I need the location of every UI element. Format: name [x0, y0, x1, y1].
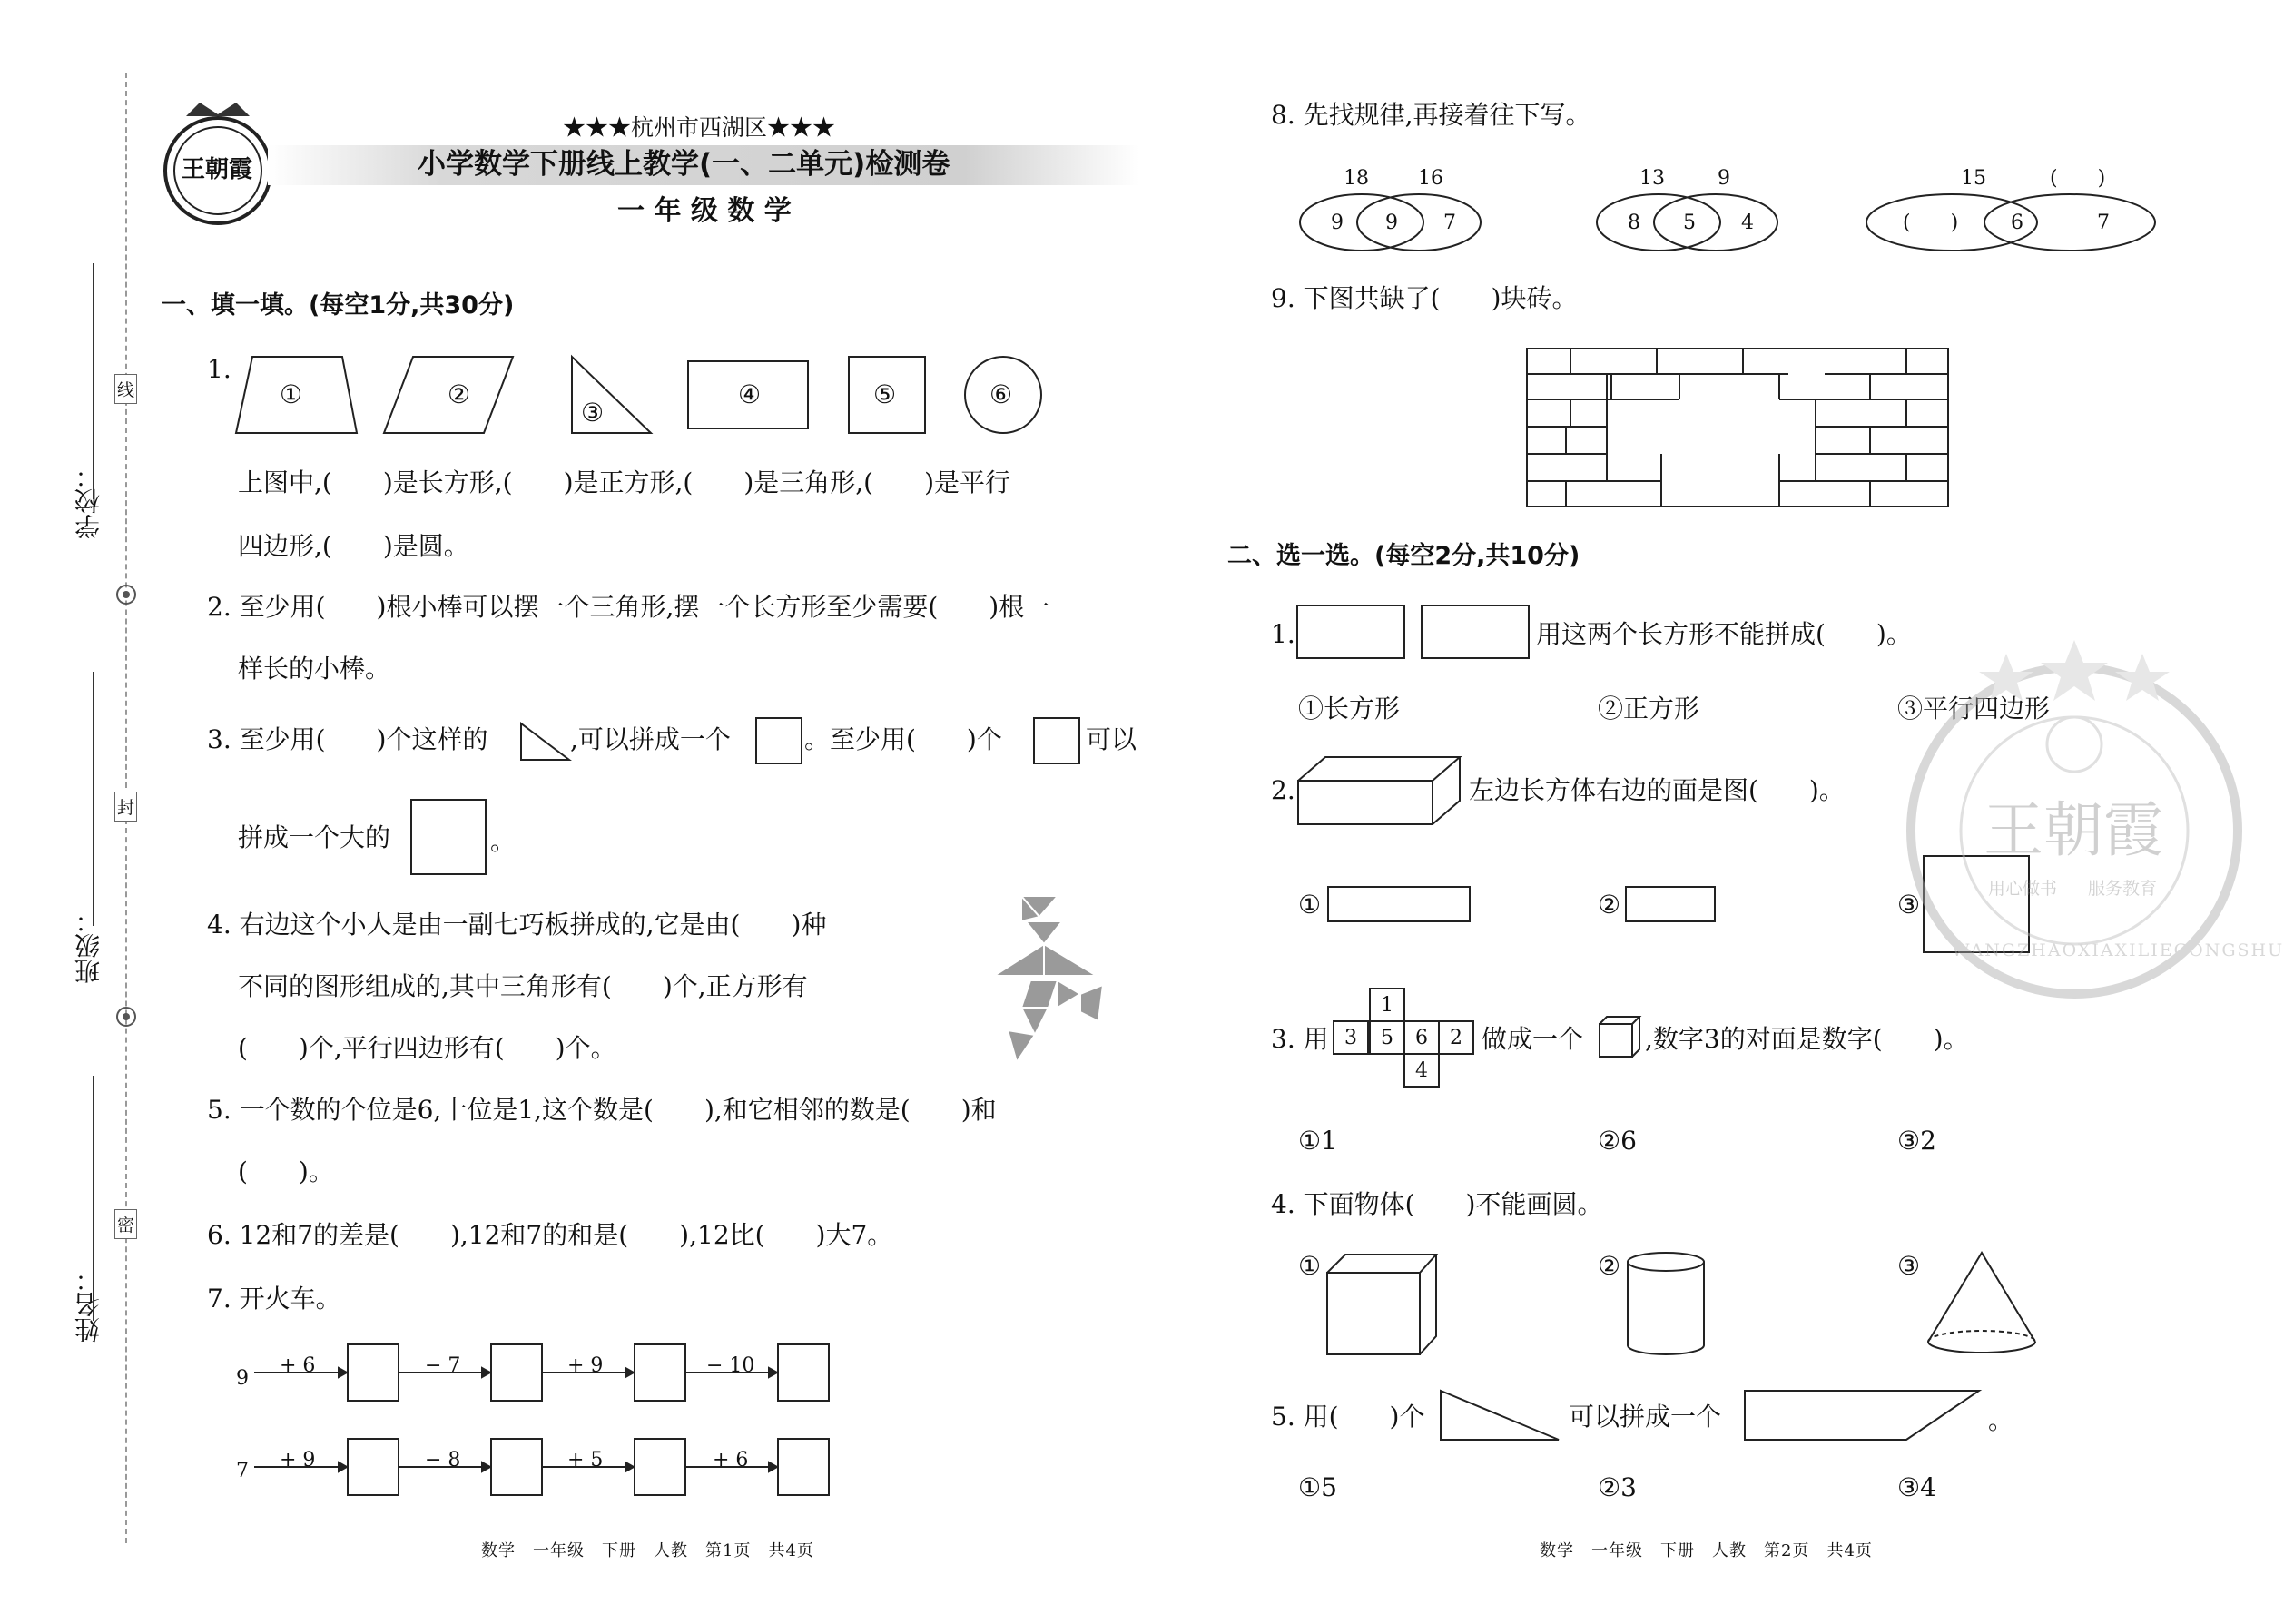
answer-box[interactable]	[777, 1343, 830, 1402]
g1-b1: 9	[1331, 212, 1344, 234]
train1-op4: − 10	[706, 1354, 755, 1377]
c4-opt1[interactable]: ①	[1298, 1251, 1322, 1281]
footer-right: 数学 一年级 下册 人教 第2页 共4页	[1540, 1541, 1873, 1560]
c5-mid: 可以拼成一个	[1569, 1402, 1722, 1432]
q5-line1: 5. 一个数的个位是6,十位是1,这个数是( ),和它相邻的数是( )和	[207, 1095, 997, 1125]
q2-line2: 样长的小棒。	[238, 654, 391, 684]
answer-box[interactable]	[634, 1438, 686, 1496]
g2-b3: 4	[1741, 212, 1754, 234]
g3-top2: ( )	[2050, 167, 2106, 190]
q3-part1: 3. 至少用( )个这样的	[207, 724, 488, 754]
c5-opt2[interactable]: ②3	[1598, 1472, 1637, 1502]
c4-opt3[interactable]: ③	[1897, 1251, 1921, 1281]
train2-op1: + 9	[280, 1449, 316, 1471]
net-cell: 4	[1403, 1053, 1440, 1088]
c1-text: 用这两个长方形不能拼成( )。	[1536, 619, 1912, 649]
g2-top1: 13	[1639, 167, 1665, 190]
answer-box[interactable]	[347, 1343, 399, 1402]
q4-line1: 4. 右边这个小人是由一副七巧板拼成的,它是由( )种	[207, 910, 827, 940]
seal-mark-close: 密	[114, 1209, 137, 1239]
c5-pre: 5. 用( )个	[1271, 1402, 1425, 1432]
section2-heading: 二、选一选。(每空2分,共10分)	[1227, 542, 1580, 570]
c2-number: 2.	[1271, 775, 1295, 805]
q1-number: 1.	[207, 354, 231, 384]
g3-b3: 7	[2097, 212, 2110, 234]
small-square-icon	[1033, 717, 1080, 764]
c3-opt2[interactable]: ②6	[1598, 1126, 1637, 1156]
name-label: 姓名：	[74, 1266, 103, 1343]
c5-end: 。	[1988, 1405, 2014, 1435]
cone-icon	[1923, 1251, 2041, 1358]
c3-post: ,数字3的对面是数字( )。	[1645, 1024, 1969, 1054]
c3-pre: 3. 用	[1271, 1024, 1329, 1054]
train2-op3: + 5	[567, 1449, 604, 1471]
rectangle-icon	[1296, 605, 1405, 659]
g1-b3: 7	[1443, 212, 1456, 234]
c4-text: 4. 下面物体( )不能画圆。	[1271, 1189, 1603, 1219]
class-label: 班级：	[74, 908, 103, 984]
region-title: ★★★杭州市西湖区★★★	[563, 114, 836, 141]
q6-line1: 6. 12和7的差是( ),12和7的和是( ),12比( )大7。	[207, 1220, 893, 1250]
g1-top2: 16	[1418, 167, 1443, 190]
tangram-figure	[989, 894, 1108, 1067]
c2-opt2[interactable]: ②	[1598, 890, 1621, 920]
train2-op4: + 6	[713, 1449, 749, 1471]
q3-end: 。	[490, 826, 517, 856]
train1-op1: + 6	[280, 1354, 316, 1377]
q1-label-1: ①	[280, 379, 303, 409]
c2-opt1[interactable]: ①	[1298, 890, 1322, 920]
cylinder-icon	[1625, 1251, 1707, 1358]
face-option-3	[1923, 855, 2030, 953]
c5-opt1[interactable]: ①5	[1298, 1472, 1337, 1502]
q3-part2: ,可以拼成一个	[570, 724, 731, 754]
class-field[interactable]	[93, 672, 94, 926]
g1-b2: 9	[1385, 212, 1398, 234]
answer-box[interactable]	[347, 1438, 399, 1496]
net-cell: 1	[1369, 988, 1405, 1022]
c5-opt3[interactable]: ③4	[1897, 1472, 1936, 1502]
c1-opt3[interactable]: ③平行四边形	[1897, 694, 2051, 723]
c1-opt2[interactable]: ②正方形	[1598, 694, 1700, 723]
q1-label-5: ⑤	[873, 379, 897, 409]
rectangle-icon	[1421, 605, 1530, 659]
q3-line2: 拼成一个大的	[238, 822, 391, 852]
net-cell: 2	[1438, 1020, 1474, 1055]
c2-text: 左边长方体右边的面是图( )。	[1469, 775, 1845, 805]
school-field[interactable]	[93, 263, 94, 499]
q5-line2: ( )。	[238, 1156, 334, 1186]
g3-b1: ( )	[1903, 212, 1959, 234]
watermark-name: 王朝霞	[1984, 795, 2163, 865]
q1-label-4: ④	[738, 379, 762, 409]
cuboid-icon	[1296, 755, 1464, 828]
small-square-icon	[755, 717, 802, 764]
face-option-2	[1625, 886, 1716, 922]
exam-subtitle: 一 年 级 数 学	[617, 195, 792, 227]
net-cell: 5	[1369, 1020, 1405, 1055]
g1-top1: 18	[1344, 167, 1369, 190]
q2-line1: 2. 至少用( )根小棒可以摆一个三角形,摆一个长方形至少需要( )根一	[207, 592, 1050, 622]
g3-top1: 15	[1961, 167, 1986, 190]
q1-label-3: ③	[581, 398, 605, 428]
binding-hole-icon	[113, 1003, 140, 1030]
train1-start: 9	[236, 1367, 249, 1390]
train2-op2: − 8	[425, 1449, 461, 1471]
seal-mark-line: 线	[114, 374, 137, 404]
q1-line2: 四边形,( )是圆。	[238, 531, 469, 561]
right-triangle-icon	[1439, 1389, 1561, 1443]
c2-opt3[interactable]: ③	[1897, 890, 1921, 920]
c1-opt1[interactable]: ①长方形	[1298, 694, 1401, 723]
c1-number: 1.	[1271, 619, 1295, 649]
q9-line1: 9. 下图共缺了( )块砖。	[1271, 283, 1578, 313]
section1-heading: 一、填一填。(每空1分,共30分)	[162, 291, 515, 320]
footer-left: 数学 一年级 下册 人教 第1页 共4页	[481, 1541, 814, 1560]
answer-box[interactable]	[634, 1343, 686, 1402]
trapezoid-target-icon	[1743, 1389, 1984, 1443]
exam-title: 小学数学下册线上教学(一、二单元)检测卷	[418, 148, 950, 181]
watermark-ring-text: WANGZHAOXIAXILIECONGSHU	[1952, 940, 2285, 960]
g2-b2: 5	[1683, 212, 1696, 234]
name-field[interactable]	[93, 1076, 94, 1321]
train2-arrows	[252, 1429, 842, 1501]
c3-opt1[interactable]: ①1	[1298, 1126, 1337, 1156]
logo-text: 王朝霞	[182, 156, 253, 183]
q4-line2: 不同的图形组成的,其中三角形有( )个,正方形有	[238, 971, 808, 1001]
g3-b2: 6	[2011, 212, 2023, 234]
c3-mid: 做成一个	[1482, 1024, 1584, 1054]
q1-label-6: ⑥	[989, 379, 1013, 409]
q3-part4: 可以	[1086, 724, 1137, 754]
train1-op3: + 9	[567, 1354, 604, 1377]
c4-opt2[interactable]: ②	[1598, 1251, 1621, 1281]
g2-b1: 8	[1628, 212, 1640, 234]
seal-mark-seal: 封	[114, 792, 137, 822]
watermark-slogan1: 用心做书	[1988, 879, 2058, 899]
q1-label-2: ②	[448, 379, 471, 409]
net-cell: 6	[1403, 1020, 1440, 1055]
q1-line1: 上图中,( )是长方形,( )是正方形,( )是三角形,( )是平行	[238, 468, 1010, 497]
train1-op2: − 7	[425, 1354, 461, 1377]
q4-line3: ( )个,平行四边形有( )个。	[238, 1033, 616, 1063]
answer-box[interactable]	[490, 1438, 543, 1496]
q3-part3: 。至少用( )个	[804, 724, 1002, 754]
watermark-slogan2: 服务教育	[2088, 879, 2158, 899]
train2-start: 7	[236, 1460, 249, 1482]
cube-object-icon	[1325, 1253, 1439, 1357]
net-cell: 3	[1333, 1020, 1369, 1055]
binding-hole-icon	[113, 581, 140, 608]
small-triangle-icon	[519, 722, 572, 763]
brick-wall	[1525, 347, 1952, 510]
answer-box[interactable]	[490, 1343, 543, 1402]
q7-line1: 7. 开火车。	[207, 1284, 341, 1314]
q8-line1: 8. 先找规律,再接着往下写。	[1271, 100, 1591, 130]
g2-top2: 9	[1718, 167, 1730, 190]
face-option-1	[1327, 886, 1471, 922]
answer-box[interactable]	[777, 1438, 830, 1496]
c3-opt3[interactable]: ③2	[1897, 1126, 1936, 1156]
school-label: 学校：	[74, 463, 103, 539]
cube-icon	[1598, 1015, 1643, 1060]
big-square-icon	[410, 799, 487, 875]
